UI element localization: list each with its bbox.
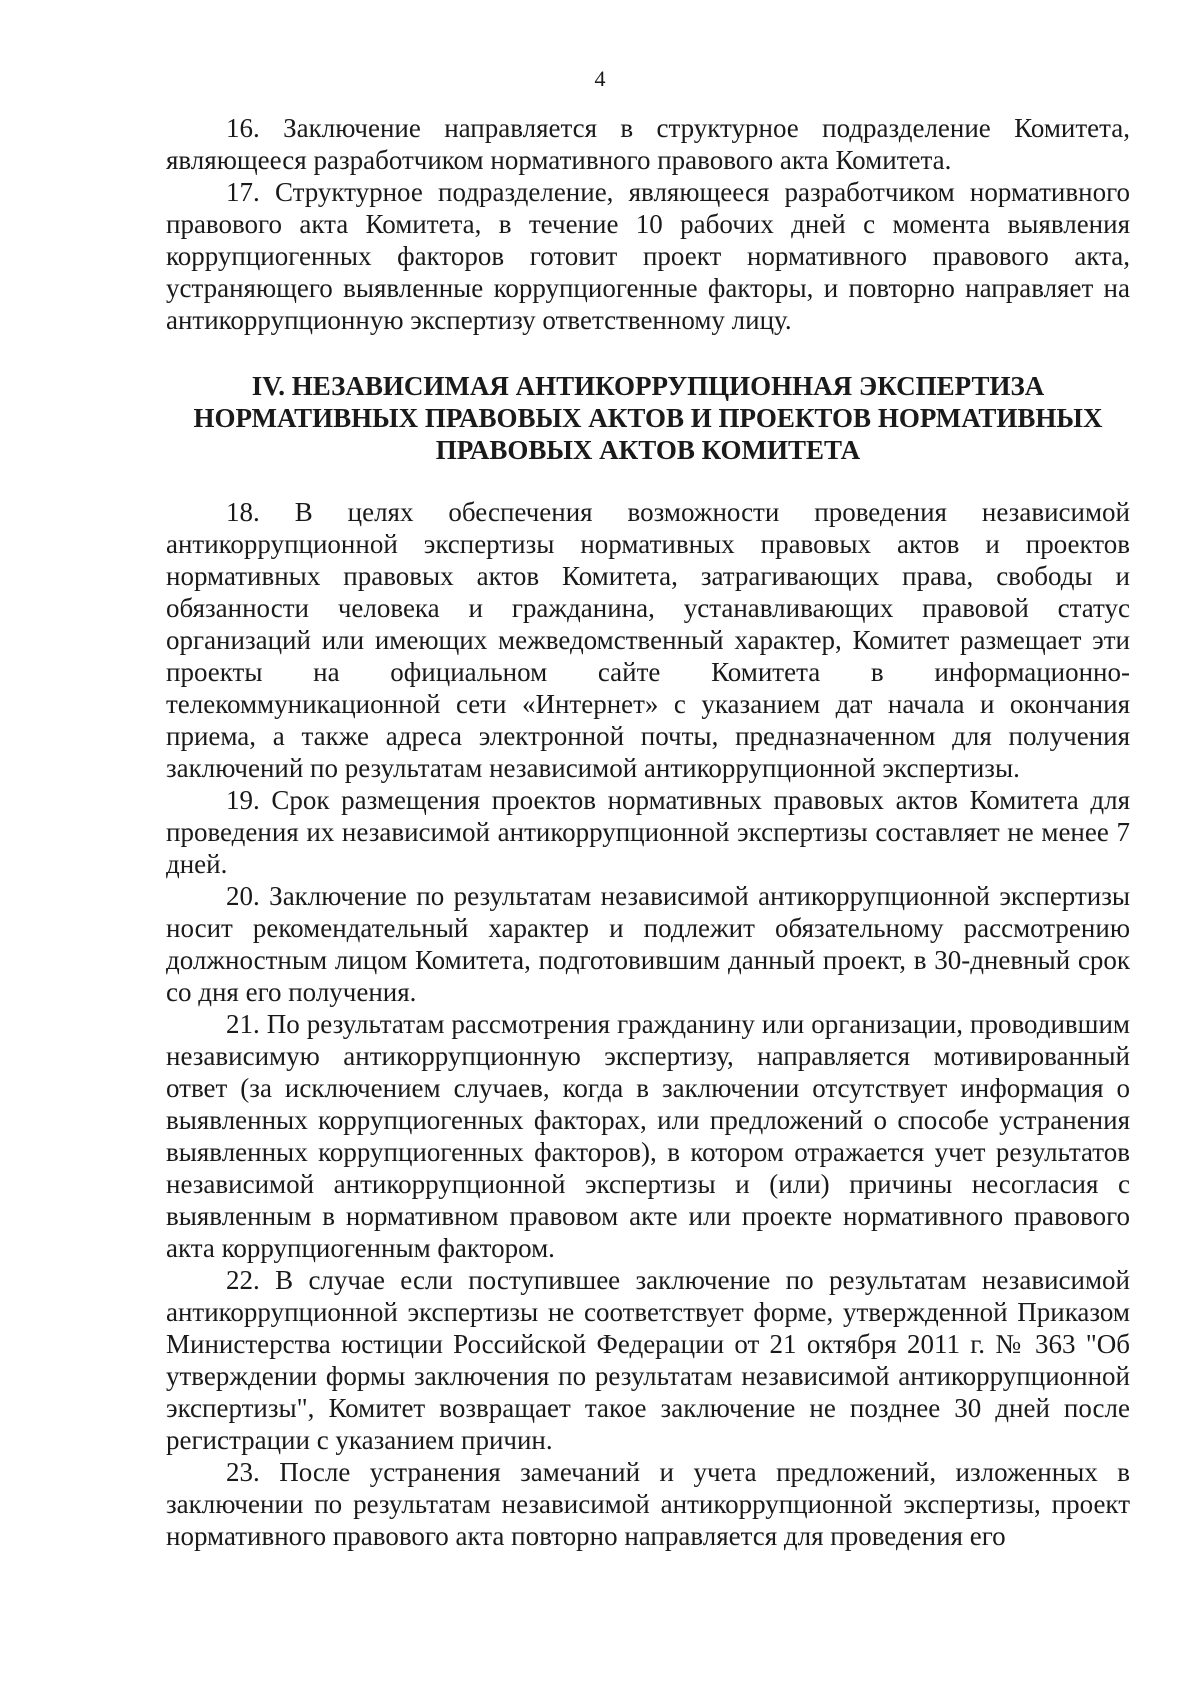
section-heading-line-2: НОРМАТИВНЫХ ПРАВОВЫХ АКТОВ И ПРОЕКТОВ НОРМАТИВНЫХ	[193, 403, 1103, 433]
paragraph-16: 16. Заключение направляется в структурное подразделение Комитета, являющееся разработчиком нормативного правового акта Комитета.	[166, 113, 1130, 175]
paragraph-22: 22. В случае если поступившее заключение по результатам независимой антикоррупционной экспертизы не соответствует форме, утвержденной Приказом Министерства юстиции Российской Федерации от 21 октября 2011 г. № 363 "Об утверждении формы заключения по результатам независимой антикоррупционной экспертизы", Комитет возвращает такое заключение не позднее 30 дней после регистрации с указанием причин.	[166, 1265, 1130, 1455]
section-heading-line-1: IV. НЕЗАВИСИМАЯ АНТИКОРРУПЦИОННАЯ ЭКСПЕРТИЗА	[251, 371, 1045, 401]
section-heading-line-3: ПРАВОВЫХ АКТОВ КОМИТЕТА	[435, 435, 861, 465]
paragraph-23: 23. После устранения замечаний и учета предложений, изложенных в заключении по результатам независимой антикоррупционной экспертизы, проект нормативного правового акта повторно направляется для проведения его	[166, 1457, 1130, 1551]
paragraph-18: 18. В целях обеспечения возможности проведения независимой антикоррупционной экспертизы нормативных правовых актов и проектов нормативных правовых актов Комитета, затрагивающих права, свободы и обязанности человека и гражданина, устанавливающих правовой статус организаций или имеющих межведомственный характер, Комитет размещает эти проекты на официальном сайте Комитета в информационно-телекоммуникационной сети «Интернет» с указанием дат начала и окончания приема, а также адреса электронной почты, предназначенном для получения заключений по результатам независимой антикоррупционной экспертизы.	[166, 497, 1130, 783]
document-body	[166, 112, 1130, 1552]
paragraph-17: 17. Структурное подразделение, являющееся разработчиком нормативного правового акта Комитета, в течение 10 рабочих дней с момента выявления коррупциогенных факторов готовит проект нормативного правового акта, устраняющего выявленные коррупциогенные факторы, и повторно направляет на антикоррупционную экспертизу ответственному лицу.	[166, 177, 1130, 335]
paragraph-20: 20. Заключение по результатам независимой антикоррупционной экспертизы носит рекомендательный характер и подлежит обязательному рассмотрению должностным лицом Комитета, подготовившим данный проект, в 30-дневный срок со дня его получения.	[166, 881, 1130, 1007]
paragraph-21: 21. По результатам рассмотрения гражданину или организации, проводившим независимую антикоррупционную экспертизу, направляется мотивированный ответ (за исключением случаев, когда в заключении отсутствует информация о выявленных коррупциогенных факторах, или предложений о способе устранения выявленных коррупциогенных факторов), в котором отражается учет результатов независимой антикоррупционной экспертизы и (или) причины несогласия с выявленным в нормативном правовом акте или проекте нормативного правового акта коррупциогенным фактором.	[166, 1009, 1130, 1263]
section-heading	[166, 370, 1130, 466]
page-number: 4	[594, 66, 606, 91]
paragraph-19: 19. Срок размещения проектов нормативных правовых актов Комитета для проведения их независимой антикоррупционной экспертизы составляет не менее 7 дней.	[166, 785, 1130, 879]
